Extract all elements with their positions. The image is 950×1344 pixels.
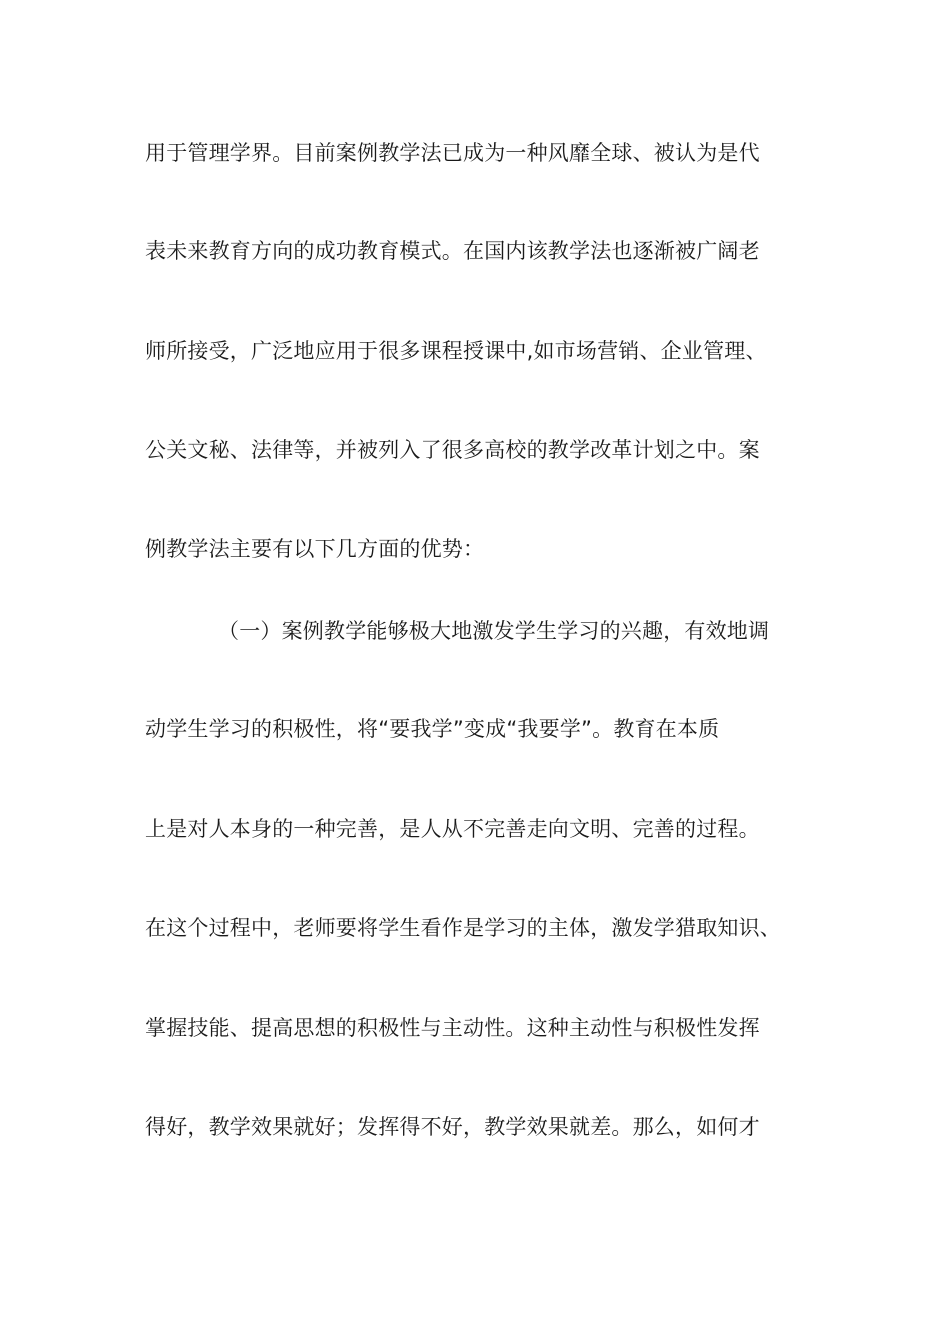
body-text-line-4: 公关文秘、法律等，并被列入了很多高校的教学改革计划之中。案 [145,438,760,462]
body-text-line-1: 用于管理学界。目前案例教学法已成为一种风靡全球、被认为是代 [145,141,760,165]
body-text-line-3: 师所接受，广泛地应用于很多课程授课中,如市场营销、企业管理、 [145,339,767,363]
body-text-line-7: 上是对人本身的一种完善，是人从不完善走向文明、完善的过程。 [145,817,760,841]
body-text-line-5: 例教学法主要有以下几方面的优势： [145,537,485,561]
body-text-line-10: 得好，教学效果就好；发挥得不好，教学效果就差。那么，如何才 [145,1115,760,1139]
body-text-line-2: 表未来教育方向的成功教育模式。在国内该教学法也逐渐被广阔老 [145,239,760,263]
section-heading-line: （一）案例教学能够极大地激发学生学习的兴趣，有效地调 [218,619,770,643]
body-text-line-8: 在这个过程中，老师要将学生看作是学习的主体，激发学猎取知识、 [145,916,781,940]
body-text-line-9: 掌握技能、提高思想的积极性与主动性。这种主动性与积极性发挥 [145,1016,760,1040]
body-text-line-6: 动学生学习的积极性，将“要我学”变成“我要学”。教育在本质 [145,717,720,741]
